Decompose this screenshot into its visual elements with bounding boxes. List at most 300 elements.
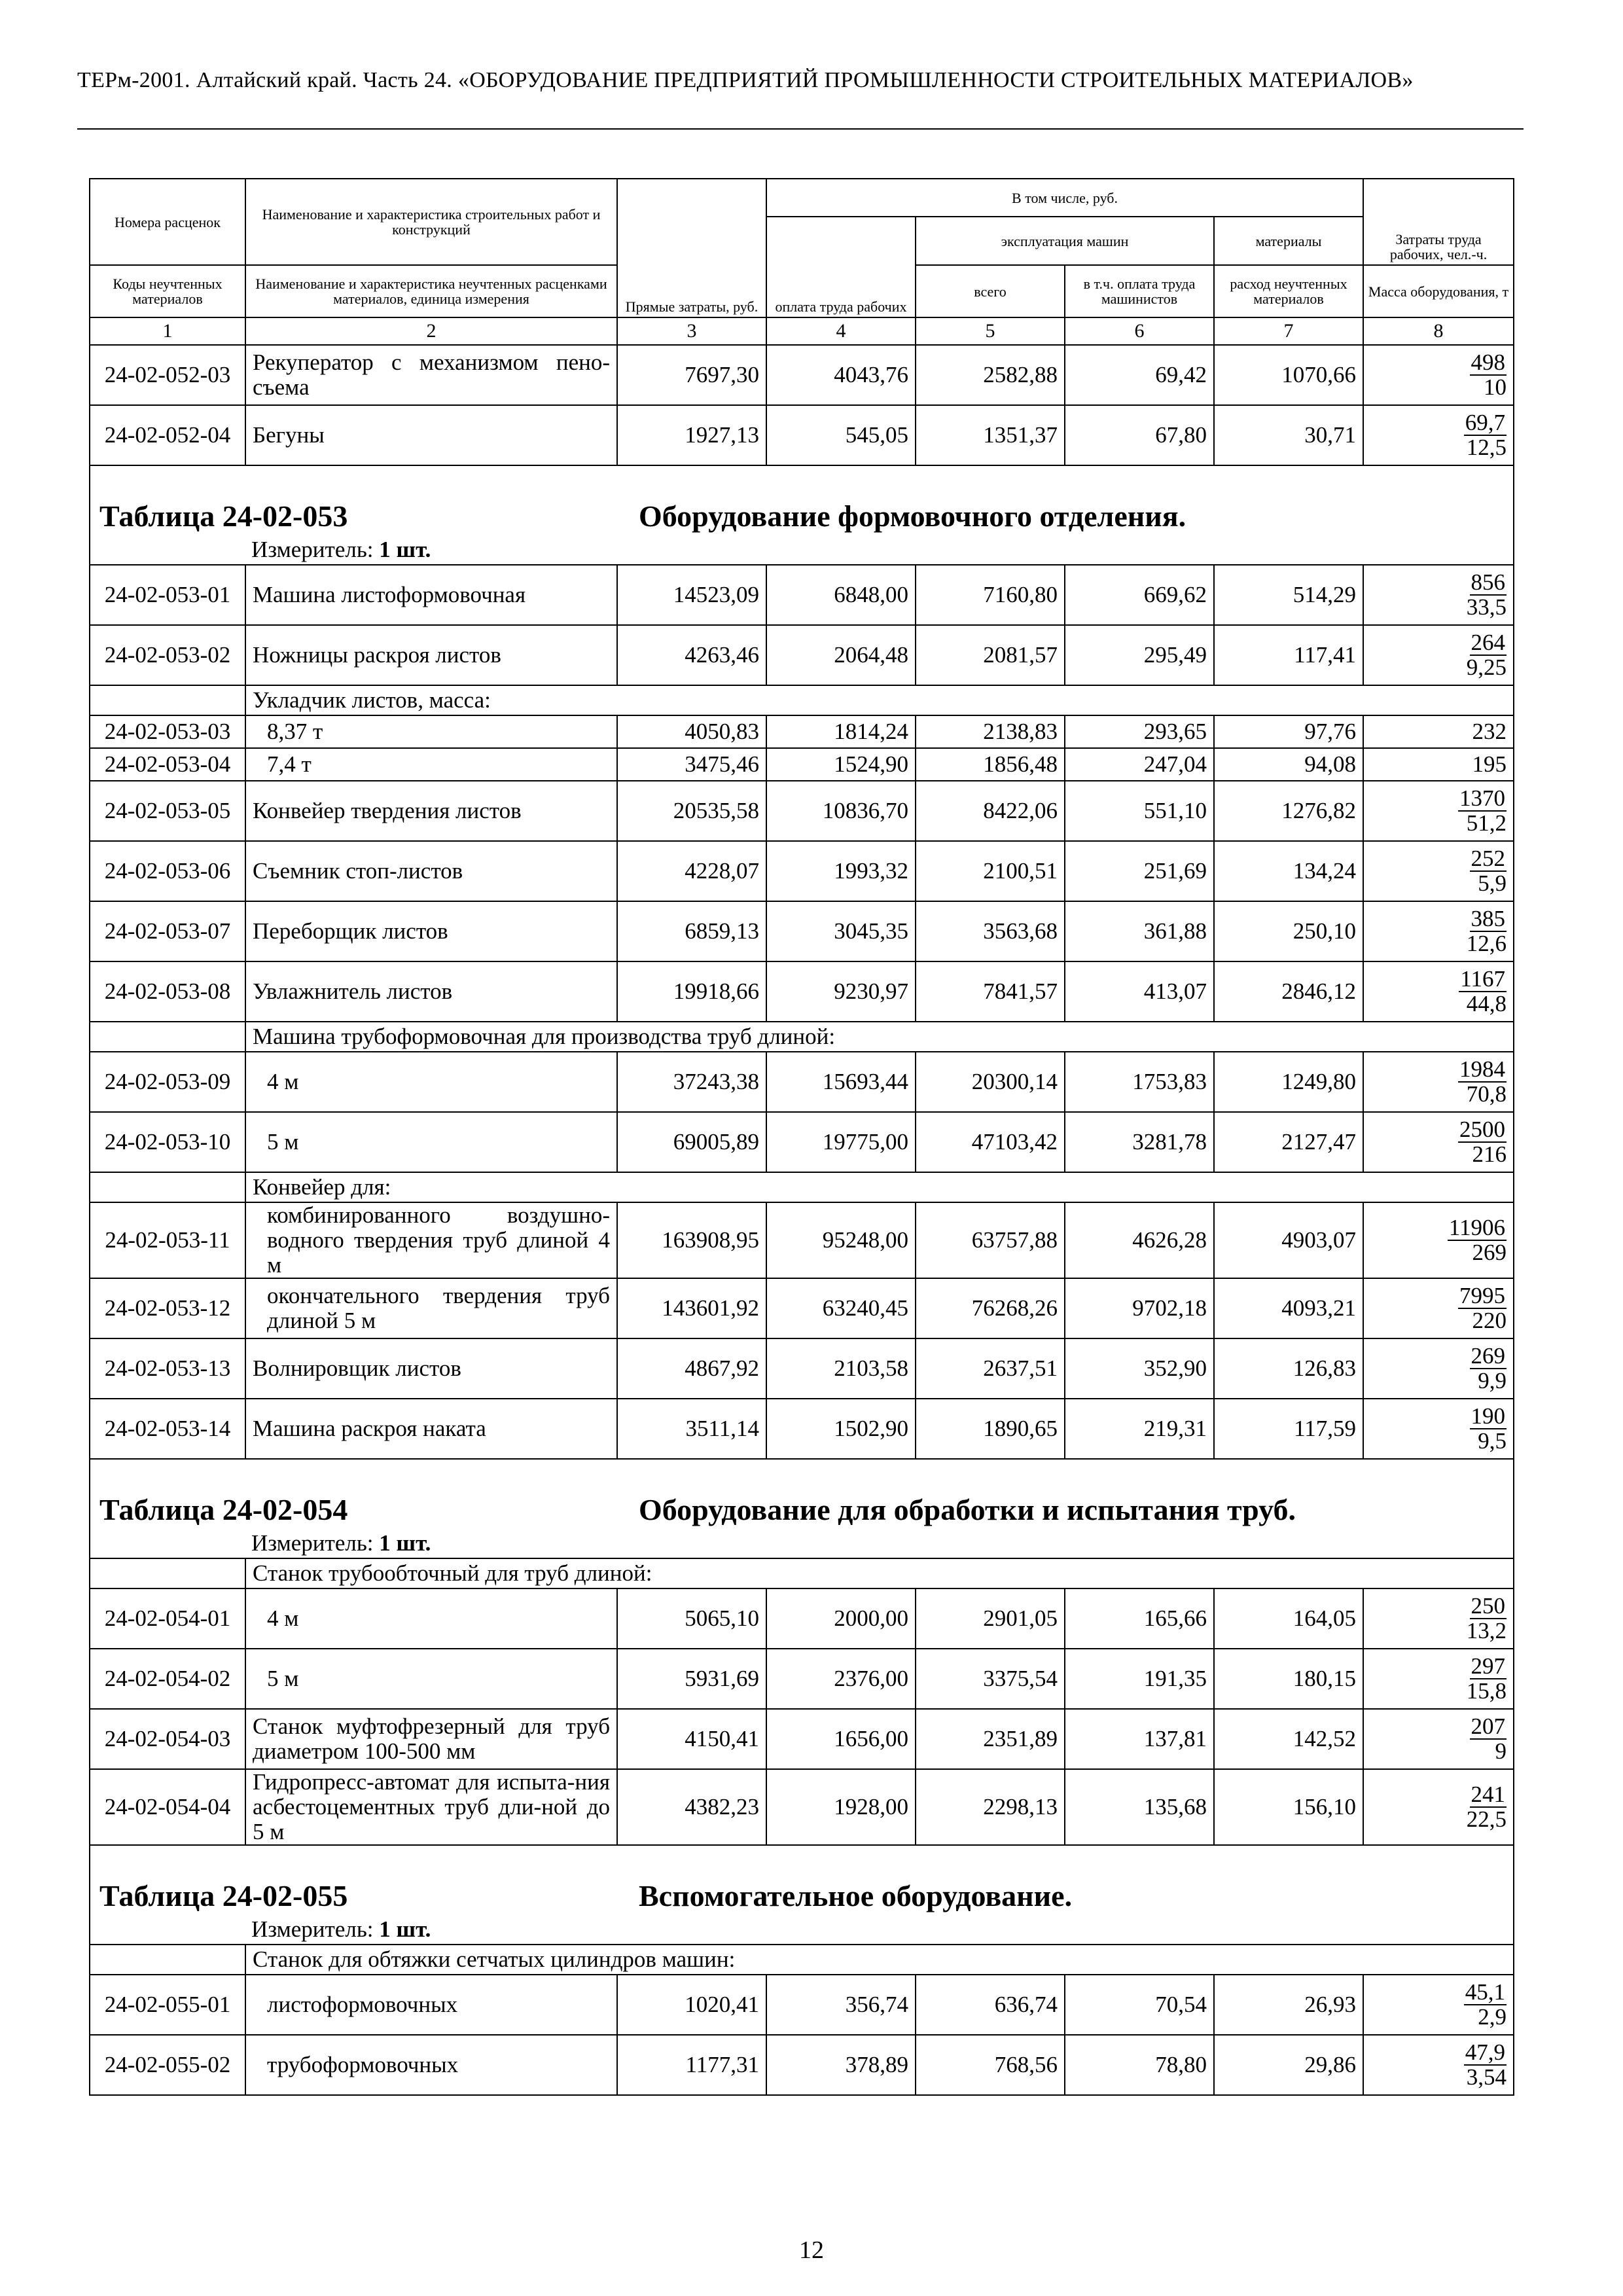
labor-mass-fraction [1363,1975,1514,2035]
labor-mass-fraction [1363,781,1514,841]
equipment-mass-value: 44,8 [1466,991,1507,1016]
workers-pay: 1814,24 [766,715,916,748]
machinists-pay: 251,69 [1065,841,1214,901]
materials-cost: 1070,66 [1214,345,1363,405]
rate-code: 24-02-053-01 [90,565,245,625]
unit-value: 1 шт. [379,537,431,562]
group-pipe-machine-label: Машина трубоформовочная для производства труб длиной: [245,1022,1514,1052]
table-row [90,901,1514,961]
labor-costs-value: 264 [1471,630,1506,655]
direct-costs: 69005,89 [617,1112,766,1172]
materials-cost: 2846,12 [1214,961,1363,1022]
group-code-empty [90,1558,245,1588]
machine-total: 76268,26 [916,1278,1065,1338]
workers-pay: 6848,00 [766,565,916,625]
item-name: Ножницы раскроя листов [245,625,617,685]
machine-total: 2298,13 [916,1769,1065,1845]
direct-costs: 19918,66 [617,961,766,1022]
rate-code: 24-02-054-03 [90,1709,245,1769]
table-row [90,1399,1514,1459]
materials-cost: 29,86 [1214,2035,1363,2095]
table-row [90,625,1514,685]
item-name: Бегуны [245,405,617,465]
table-row [90,345,1514,405]
unit-label: Измеритель: [251,537,374,562]
document-header-title: ТЕРм-2001. Алтайский край. Часть 24. «ОБОРУДОВАНИЕ ПРЕДПРИЯТИЙ ПРОМЫШЛЕННОСТИ СТРОИТЕЛЬНЫХ МАТЕРИАЛОВ» [77,68,1414,92]
item-name: комбинированного воздушно-водного твердения труб длиной 4 м [245,1202,617,1278]
group-row [90,1945,1514,1975]
group-code-empty [90,1172,245,1202]
equipment-mass-value: 51,2 [1466,810,1507,836]
equipment-mass-value: 2,9 [1478,2004,1507,2030]
table-row [90,1052,1514,1112]
item-name: Гидропресс-автомат для испыта-ния асбестоцементных труб дли-ной до 5 м [245,1769,617,1845]
equipment-mass-value: 220 [1472,1308,1507,1333]
rate-code: 24-02-052-03 [90,345,245,405]
machine-total: 63757,88 [916,1202,1065,1278]
table-row [90,961,1514,1022]
equipment-mass-value: 9,5 [1478,1428,1507,1454]
col-labor-header: Затраты труда рабочих, чел.-ч. [1363,179,1514,265]
section-table-number: Таблица 24-02-054 [99,1493,348,1526]
table-row [90,841,1514,901]
workers-pay: 9230,97 [766,961,916,1022]
rate-code: 24-02-055-02 [90,2035,245,2095]
col-number-3: 3 [617,317,766,345]
materials-cost: 126,83 [1214,1338,1363,1399]
equipment-mass-value: 269 [1472,1240,1507,1265]
direct-costs: 3475,46 [617,748,766,781]
section-title-cell [90,465,1514,565]
table-row [90,715,1514,748]
rate-code: 24-02-053-14 [90,1399,245,1459]
labor-mass-fraction [1363,2035,1514,2095]
workers-pay: 2376,00 [766,1649,916,1709]
materials-cost: 142,52 [1214,1709,1363,1769]
table-row [90,1202,1514,1278]
rate-code: 24-02-055-01 [90,1975,245,2035]
direct-costs: 143601,92 [617,1278,766,1338]
item-name: окончательного твердения труб длиной 5 м [245,1278,617,1338]
machinists-pay: 413,07 [1065,961,1214,1022]
equipment-mass-value: 5,9 [1478,870,1507,896]
machinists-pay: 669,62 [1065,565,1214,625]
machinists-pay: 137,81 [1065,1709,1214,1769]
table-row [90,1649,1514,1709]
direct-costs: 1020,41 [617,1975,766,2035]
workers-pay: 378,89 [766,2035,916,2095]
materials-cost: 250,10 [1214,901,1363,961]
machine-total: 768,56 [916,2035,1065,2095]
group-code-empty [90,1022,245,1052]
labor-costs-value: 69,7 [1465,410,1506,435]
col-materials-header: материалы [1214,217,1363,265]
labor-costs-value: 1167 [1460,966,1506,992]
item-name: Конвейер твердения листов [245,781,617,841]
unit-value: 1 шт. [379,1530,431,1556]
labor-costs-value: 7995 [1459,1283,1506,1308]
item-name: 5 м [245,1112,617,1172]
col-number-4: 4 [766,317,916,345]
direct-costs: 14523,09 [617,565,766,625]
machine-total: 1856,48 [916,748,1065,781]
direct-costs: 5065,10 [617,1588,766,1649]
materials-cost: 180,15 [1214,1649,1363,1709]
machinists-pay: 293,65 [1065,715,1214,748]
section-title-cell [90,1459,1514,1558]
machine-total: 8422,06 [916,781,1065,841]
table-row [90,1975,1514,2035]
group-row [90,1022,1514,1052]
direct-costs: 6859,13 [617,901,766,961]
direct-costs: 37243,38 [617,1052,766,1112]
machine-total: 1890,65 [916,1399,1065,1459]
equipment-mass-value: 3,54 [1466,2064,1507,2090]
rate-code: 24-02-053-03 [90,715,245,748]
col-machine-exploitation-header: эксплуатация машин [916,217,1214,265]
rate-code: 24-02-053-07 [90,901,245,961]
equipment-mass-value: 13,2 [1466,1618,1507,1643]
direct-costs: 7697,30 [617,345,766,405]
labor-mass-fraction [1363,1278,1514,1338]
workers-pay: 1993,32 [766,841,916,901]
direct-costs: 4050,83 [617,715,766,748]
machine-total: 2138,83 [916,715,1065,748]
materials-cost: 2127,47 [1214,1112,1363,1172]
materials-cost: 134,24 [1214,841,1363,901]
table-row [90,1112,1514,1172]
direct-costs: 3511,14 [617,1399,766,1459]
labor-costs-value: 1984 [1459,1056,1506,1082]
group-stacker-label: Укладчик листов, масса: [245,685,1514,715]
col-number-5: 5 [916,317,1065,345]
labor-costs-value: 2500 [1459,1117,1506,1142]
unit-of-measure [251,537,431,563]
workers-pay: 1928,00 [766,1769,916,1845]
machinists-pay: 361,88 [1065,901,1214,961]
item-name: листоформовочных [245,1975,617,2035]
unit-of-measure [251,1530,431,1556]
equipment-mass-value: 22,5 [1466,1806,1507,1832]
machinists-pay: 78,80 [1065,2035,1214,2095]
section-table-title: Оборудование для обработки и испытания труб. [639,1493,1296,1526]
labor-mass-value: 232 [1363,715,1514,748]
equipment-mass-value: 12,6 [1466,931,1507,956]
item-name: Машина раскроя наката [245,1399,617,1459]
machine-total: 7160,80 [916,565,1065,625]
equipment-mass-value: 9 [1495,1738,1507,1764]
col-mass-header: Масса оборудования, т [1363,265,1514,317]
machinists-pay: 1753,83 [1065,1052,1214,1112]
labor-costs-value: 856 [1471,569,1506,595]
table-section-header [90,465,1514,565]
machinists-pay: 295,49 [1065,625,1214,685]
machine-total: 20300,14 [916,1052,1065,1112]
materials-cost: 514,29 [1214,565,1363,625]
unit-of-measure [251,1916,431,1943]
machine-total: 1351,37 [916,405,1065,465]
col-direct-costs-header: Прямые затраты, руб. [617,179,766,317]
col-material-name-header: Наименование и характеристика неучтенных расценками материалов, единица измерения [245,265,617,317]
direct-costs: 1177,31 [617,2035,766,2095]
materials-cost: 117,59 [1214,1399,1363,1459]
rate-code: 24-02-053-04 [90,748,245,781]
rate-code: 24-02-053-02 [90,625,245,685]
rates-table [89,178,1514,2096]
col-machinists-pay-header: в т.ч. оплата труда машинистов [1065,265,1214,317]
labor-costs-value: 297 [1471,1653,1506,1679]
labor-mass-fraction [1363,1709,1514,1769]
table-row [90,1588,1514,1649]
machine-total: 2081,57 [916,625,1065,685]
materials-cost: 164,05 [1214,1588,1363,1649]
equipment-mass-value: 9,9 [1478,1368,1507,1393]
labor-costs-value: 207 [1471,1713,1506,1739]
table-row [90,1278,1514,1338]
rate-code: 24-02-053-05 [90,781,245,841]
direct-costs: 163908,95 [617,1202,766,1278]
labor-mass-fraction [1363,405,1514,465]
col-including-header: В том числе, руб. [766,179,1363,217]
workers-pay: 15693,44 [766,1052,916,1112]
materials-cost: 26,93 [1214,1975,1363,2035]
table-row [90,405,1514,465]
table-row [90,1769,1514,1845]
labor-costs-value: 241 [1471,1782,1506,1807]
equipment-mass-value: 12,5 [1466,435,1507,460]
labor-costs-value: 11906 [1448,1215,1506,1240]
group-code-empty [90,685,245,715]
workers-pay: 1524,90 [766,748,916,781]
table-row [90,2035,1514,2095]
direct-costs: 4263,46 [617,625,766,685]
group-code-empty [90,1945,245,1975]
col-number-6: 6 [1065,317,1214,345]
direct-costs: 4228,07 [617,841,766,901]
item-name: Станок муфтофрезерный для труб диаметром 100-500 мм [245,1709,617,1769]
machine-total: 636,74 [916,1975,1065,2035]
direct-costs: 4867,92 [617,1338,766,1399]
table-section-header [90,1459,1514,1558]
labor-mass-fraction [1363,1112,1514,1172]
machine-total: 7841,57 [916,961,1065,1022]
labor-mass-fraction [1363,901,1514,961]
labor-mass-fraction [1363,1338,1514,1399]
table-row [90,1338,1514,1399]
item-name: 8,37 т [245,715,617,748]
item-name: Съемник стоп-листов [245,841,617,901]
rate-code: 24-02-053-09 [90,1052,245,1112]
equipment-mass-value: 33,5 [1466,594,1507,620]
rate-code: 24-02-054-04 [90,1769,245,1845]
workers-pay: 2103,58 [766,1338,916,1399]
labor-mass-fraction [1363,625,1514,685]
machinists-pay: 70,54 [1065,1975,1214,2035]
materials-cost: 97,76 [1214,715,1363,748]
rate-code: 24-02-052-04 [90,405,245,465]
labor-costs-value: 269 [1471,1343,1506,1369]
item-name: Волнировщик листов [245,1338,617,1399]
labor-costs-value: 45,1 [1465,1979,1506,2005]
col-material-codes-header: Коды неучтенных материалов [90,265,245,317]
section-table-title: Оборудование формовочного отделения. [639,499,1186,533]
labor-costs-value: 252 [1471,846,1506,871]
machinists-pay: 67,80 [1065,405,1214,465]
col-workers-pay-header: оплата труда рабочих [766,217,916,317]
item-name: 7,4 т [245,748,617,781]
materials-cost: 4093,21 [1214,1278,1363,1338]
item-name: 5 м [245,1649,617,1709]
workers-pay: 19775,00 [766,1112,916,1172]
direct-costs: 20535,58 [617,781,766,841]
labor-mass-fraction [1363,565,1514,625]
labor-mass-fraction [1363,345,1514,405]
workers-pay: 10836,70 [766,781,916,841]
machine-total: 2582,88 [916,345,1065,405]
table-row [90,565,1514,625]
page-number: 12 [799,2236,824,2264]
equipment-mass-value: 15,8 [1466,1678,1507,1704]
labor-mass-fraction [1363,1649,1514,1709]
group-stretch-label: Станок для обтяжки сетчатых цилиндров машин: [245,1945,1514,1975]
machine-total: 2351,89 [916,1709,1065,1769]
machine-total: 3375,54 [916,1649,1065,1709]
rate-code: 24-02-053-08 [90,961,245,1022]
workers-pay: 1502,90 [766,1399,916,1459]
equipment-mass-value: 10 [1484,374,1507,400]
table-row [90,781,1514,841]
labor-mass-fraction [1363,1588,1514,1649]
unit-value: 1 шт. [379,1916,431,1942]
rate-code: 24-02-053-10 [90,1112,245,1172]
item-name: 4 м [245,1052,617,1112]
col-number-2: 2 [245,317,617,345]
table-row [90,1709,1514,1769]
equipment-mass-value: 216 [1472,1141,1507,1167]
direct-costs: 4150,41 [617,1709,766,1769]
labor-costs-value: 498 [1471,350,1506,375]
materials-cost: 1249,80 [1214,1052,1363,1112]
machine-total: 3563,68 [916,901,1065,961]
col-machine-total-header: всего [916,265,1065,317]
direct-costs: 1927,13 [617,405,766,465]
col-number-7: 7 [1214,317,1363,345]
labor-mass-fraction [1363,841,1514,901]
materials-cost: 94,08 [1214,748,1363,781]
item-name: Машина листоформовочная [245,565,617,625]
workers-pay: 2000,00 [766,1588,916,1649]
rate-code: 24-02-053-06 [90,841,245,901]
unit-label: Измеритель: [251,1530,374,1556]
machinists-pay: 69,42 [1065,345,1214,405]
labor-mass-fraction [1363,1399,1514,1459]
rate-code: 24-02-053-13 [90,1338,245,1399]
group-row [90,685,1514,715]
workers-pay: 95248,00 [766,1202,916,1278]
machinists-pay: 352,90 [1065,1338,1214,1399]
workers-pay: 3045,35 [766,901,916,961]
machinists-pay: 4626,28 [1065,1202,1214,1278]
labor-mass-fraction [1363,1769,1514,1845]
materials-cost: 30,71 [1214,405,1363,465]
group-row [90,1172,1514,1202]
machinists-pay: 247,04 [1065,748,1214,781]
table-section-header [90,1845,1514,1945]
machinists-pay: 165,66 [1065,1588,1214,1649]
section-table-number: Таблица 24-02-053 [99,499,348,533]
machine-total: 2901,05 [916,1588,1065,1649]
labor-mass-value: 195 [1363,748,1514,781]
labor-mass-fraction [1363,1202,1514,1278]
equipment-mass-value: 9,25 [1466,655,1507,680]
item-name: трубоформовочных [245,2035,617,2095]
col-work-name-header: Наименование и характеристика строительных работ и конструкций [245,179,617,265]
materials-cost: 4903,07 [1214,1202,1363,1278]
col-number-1: 1 [90,317,245,345]
machine-total: 2100,51 [916,841,1065,901]
group-lathe-label: Станок трубообточный для труб длиной: [245,1558,1514,1588]
col-number-8: 8 [1363,317,1514,345]
table-row [90,748,1514,781]
labor-mass-fraction [1363,1052,1514,1112]
machinists-pay: 191,35 [1065,1649,1214,1709]
machinists-pay: 551,10 [1065,781,1214,841]
machinists-pay: 9702,18 [1065,1278,1214,1338]
labor-costs-value: 1370 [1459,785,1506,811]
materials-cost: 1276,82 [1214,781,1363,841]
section-table-number: Таблица 24-02-055 [99,1879,348,1912]
labor-costs-value: 47,9 [1465,2039,1506,2065]
machinists-pay: 135,68 [1065,1769,1214,1845]
equipment-mass-value: 70,8 [1466,1081,1507,1107]
workers-pay: 545,05 [766,405,916,465]
materials-cost: 117,41 [1214,625,1363,685]
item-name: Переборщик листов [245,901,617,961]
machine-total: 2637,51 [916,1338,1065,1399]
workers-pay: 1656,00 [766,1709,916,1769]
rate-code: 24-02-054-02 [90,1649,245,1709]
item-name: 4 м [245,1588,617,1649]
group-conveyor-label: Конвейер для: [245,1172,1514,1202]
labor-costs-value: 250 [1471,1593,1506,1619]
item-name: Рекуператор с механизмом пено-съема [245,345,617,405]
direct-costs: 5931,69 [617,1649,766,1709]
workers-pay: 356,74 [766,1975,916,2035]
workers-pay: 4043,76 [766,345,916,405]
workers-pay: 2064,48 [766,625,916,685]
unit-label: Измеритель: [251,1916,374,1942]
group-row [90,1558,1514,1588]
labor-costs-value: 190 [1471,1403,1506,1429]
materials-cost: 156,10 [1214,1769,1363,1845]
col-material-consumption-header: расход неучтенных материалов [1214,265,1363,317]
machinists-pay: 219,31 [1065,1399,1214,1459]
rate-code: 24-02-054-01 [90,1588,245,1649]
section-title-cell [90,1845,1514,1945]
rate-code: 24-02-053-12 [90,1278,245,1338]
header-divider [77,128,1524,130]
machinists-pay: 3281,78 [1065,1112,1214,1172]
machine-total: 47103,42 [916,1112,1065,1172]
labor-costs-value: 385 [1471,906,1506,931]
workers-pay: 63240,45 [766,1278,916,1338]
item-name: Увлажнитель листов [245,961,617,1022]
direct-costs: 4382,23 [617,1769,766,1845]
labor-mass-fraction [1363,961,1514,1022]
section-table-title: Вспомогательное оборудование. [639,1879,1073,1912]
col-rate-numbers-header: Номера расценок [90,179,245,265]
rate-code: 24-02-053-11 [90,1202,245,1278]
